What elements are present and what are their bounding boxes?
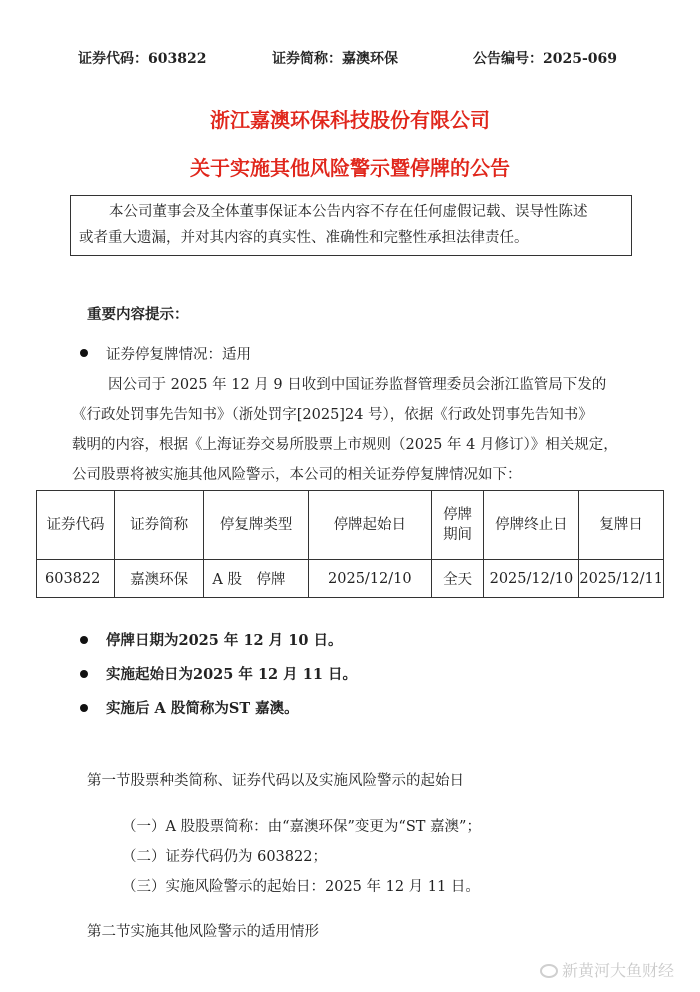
bullet-icon bbox=[80, 704, 88, 712]
cell-short-name: 嘉澳环保 bbox=[114, 560, 204, 598]
section-1-item-3: （三）实施风险警示的起始日：2025 年 12 月 11 日。 bbox=[122, 879, 480, 895]
watermark bbox=[540, 958, 674, 981]
suspension-table bbox=[36, 490, 664, 598]
section-2-heading: 第二节实施其他风险警示的适用情形 bbox=[87, 924, 319, 940]
reason-line-3: 载明的内容，根据《上海证券交易所股票上市规则（2025 年 4 月修订）》相关规定， bbox=[72, 437, 618, 453]
reason-line-2: 《行政处罚事先告知书》（浙处罚字[2025]24 号），依据《行政处罚事先告知书》 bbox=[72, 407, 593, 423]
col-header-resume-date: 复牌日 bbox=[579, 491, 664, 560]
bullet-icon bbox=[80, 636, 88, 644]
col-header-start-date: 停牌起始日 bbox=[308, 491, 431, 560]
col-header-end-date: 停牌终止日 bbox=[484, 491, 579, 560]
bullet-icon bbox=[80, 670, 88, 678]
cell-period: 全天 bbox=[431, 560, 484, 598]
reason-line-4: 公司股票将被实施其他风险警示，本公司的相关证券停复牌情况如下： bbox=[72, 467, 522, 483]
col-header-code: 证券代码 bbox=[37, 491, 115, 560]
weibo-icon bbox=[540, 964, 558, 978]
cell-start-date: 2025/12/10 bbox=[308, 560, 431, 598]
new-short-name-bullet: 实施后 A 股简称为ST 嘉澳。 bbox=[106, 700, 299, 717]
section-1-item-2: （二）证券代码仍为 603822； bbox=[122, 849, 327, 865]
announcement-number: 公告编号：2025-069 bbox=[473, 51, 617, 67]
suspension-status: 证券停复牌情况：适用 bbox=[106, 347, 251, 363]
section-1-heading: 第一节股票种类简称、证券代码以及实施风险警示的起始日 bbox=[87, 773, 464, 789]
reason-line-1: 因公司于 2025 年 12 月 9 日收到中国证券监督管理委员会浙江监管局下发的 bbox=[108, 377, 607, 393]
cell-code: 603822 bbox=[37, 560, 115, 598]
table-row bbox=[37, 560, 664, 598]
notice-line-2: 或者重大遗漏，并对其内容的真实性、准确性和完整性承担法律责任。 bbox=[79, 230, 529, 246]
col-header-period-line2: 期间 bbox=[443, 527, 473, 543]
col-header-period bbox=[431, 491, 484, 560]
col-header-short-name: 证券简称 bbox=[114, 491, 204, 560]
cell-end-date: 2025/12/10 bbox=[484, 560, 579, 598]
col-header-period-line1: 停牌 bbox=[443, 507, 473, 523]
cell-resume-date: 2025/12/11 bbox=[579, 560, 664, 598]
company-title: 浙江嘉澳环保科技股份有限公司 bbox=[210, 108, 490, 132]
col-header-type: 停复牌类型 bbox=[204, 491, 309, 560]
start-date-bullet: 实施起始日为2025 年 12 月 11 日。 bbox=[106, 666, 357, 683]
key-points-heading: 重要内容提示： bbox=[87, 306, 189, 323]
watermark-text: 新黄河大鱼财经 bbox=[562, 961, 675, 980]
section-1-item-1: （一）A 股股票简称：由“嘉澳环保”变更为“ST 嘉澳”； bbox=[122, 819, 481, 835]
securities-short-name: 证券简称：嘉澳环保 bbox=[272, 51, 398, 67]
bullet-icon bbox=[80, 349, 88, 357]
table-header-row bbox=[37, 491, 664, 560]
notice-line-1: 本公司董事会及全体董事保证本公告内容不存在任何虚假记载、误导性陈述 bbox=[109, 204, 588, 220]
securities-code: 证券代码：603822 bbox=[78, 51, 207, 67]
suspension-date-bullet: 停牌日期为2025 年 12 月 10 日。 bbox=[106, 632, 343, 649]
announcement-title: 关于实施其他风险警示暨停牌的公告 bbox=[190, 156, 510, 180]
board-guarantee-notice bbox=[70, 195, 632, 256]
cell-type: A 股 停牌 bbox=[204, 560, 309, 598]
